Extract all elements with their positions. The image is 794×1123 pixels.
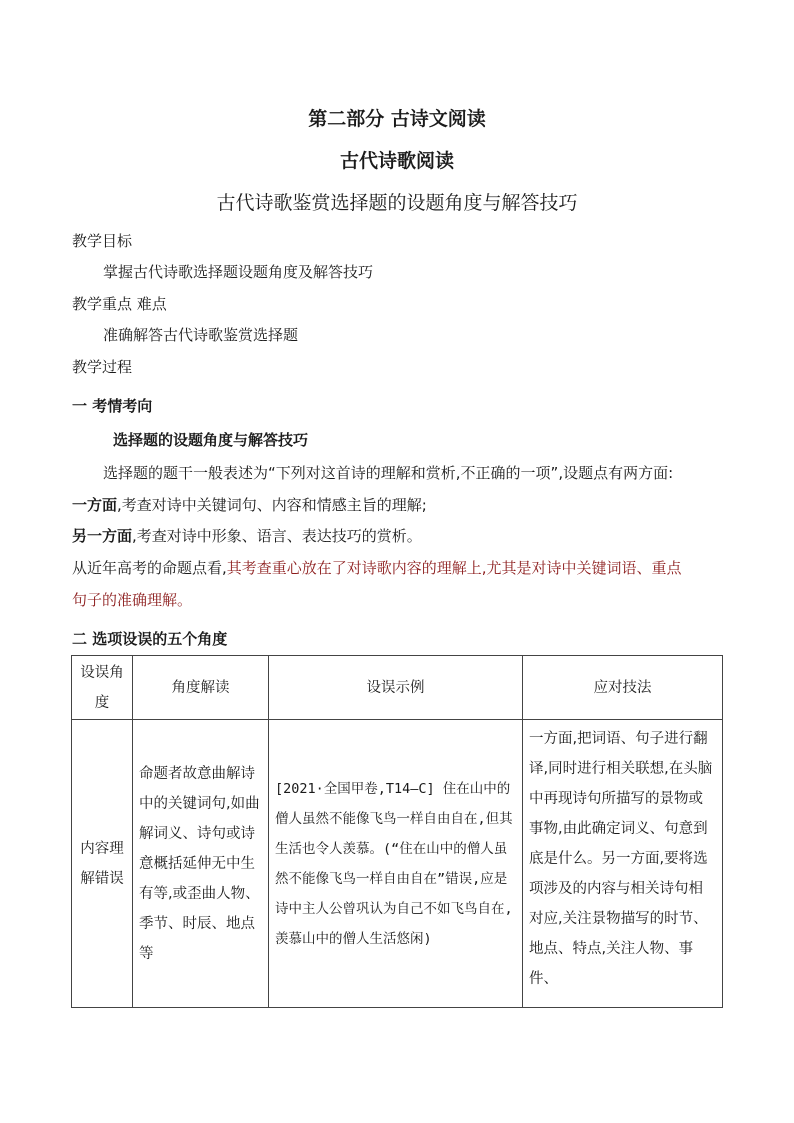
paragraph-question-stem: 选择题的题干一般表述为“下列对这首诗的理解和赏析,不正确的一项”,设题点有两方面: [103,464,674,482]
header-interpretation: 角度解读 [133,656,269,720]
objectives-text: 掌握古代诗歌选择题设题角度及解答技巧 [103,263,374,281]
cell-strategy: 一方面,把词语、句子进行翻译,同时进行相关联想,在头脑中再现诗句所描写的景物或事物,由此确定词义、句意到底是什么。另一方面,要将选项涉及的内容与相关诗句相对应,关注景物描写的时节、地点、特点,关注人物、事件、 [523,720,723,1008]
cell-angle: 内容理解错误 [72,720,133,1008]
header-strategy: 应对技法 [523,656,723,720]
section-two-heading: 二 选项设误的五个角度 [72,630,228,648]
error-angles-table [71,655,723,1008]
trend-emphasis-continued: 句子的准确理解。 [72,591,193,609]
objectives-label: 教学目标 [72,232,133,250]
key-points-text: 准确解答古代诗歌鉴赏选择题 [103,326,299,344]
section-subtitle: 古代诗歌阅读 [339,150,454,172]
cell-example: [2021·全国甲卷,T14—C] 住在山中的僧人虽然不能像飞鸟一样自由自在,但其生活也令人羡慕。(“住在山中的僧人虽然不能像飞鸟一样自由自在”错误,应是诗中主人公曾巩认为自己不如飞鸟自在,羡慕山中的僧人生活悠闲) [269,720,523,1008]
paragraph-trend [72,557,682,578]
header-angle: 设误角度 [72,656,133,720]
key-points-label: 教学重点 难点 [72,295,167,313]
trend-emphasis: 其考查重心放在了对诗歌内容的理解上,尤其是对诗中关键词语、重点 [226,559,682,577]
first-aspect-text: ,考查对诗中关键词句、内容和情感主旨的理解; [117,496,427,514]
lesson-title: 古代诗歌鉴赏选择题的设题角度与解答技巧 [216,192,578,214]
part-title: 第二部分 古诗文阅读 [308,108,486,130]
cell-interpretation: 命题者故意曲解诗中的关键词句,如曲解词义、诗句或诗意概括延伸无中生有等,或歪曲人物、季节、时辰、地点等 [133,720,269,1008]
table-header-row [72,656,723,720]
first-aspect-label: 一方面 [72,496,118,514]
process-label: 教学过程 [72,358,133,376]
header-example: 设误示例 [269,656,523,720]
section-one-subheading: 选择题的设题角度与解答技巧 [113,431,309,449]
table-row [72,720,723,1008]
paragraph-first-aspect [72,494,427,515]
trend-intro: 从近年高考的命题点看, [72,559,227,577]
second-aspect-label: 另一方面 [72,527,133,545]
second-aspect-text: ,考查对诗中形象、语言、表达技巧的赏析。 [132,527,422,545]
paragraph-second-aspect [72,525,422,546]
section-one-heading: 一 考情考向 [72,397,153,415]
